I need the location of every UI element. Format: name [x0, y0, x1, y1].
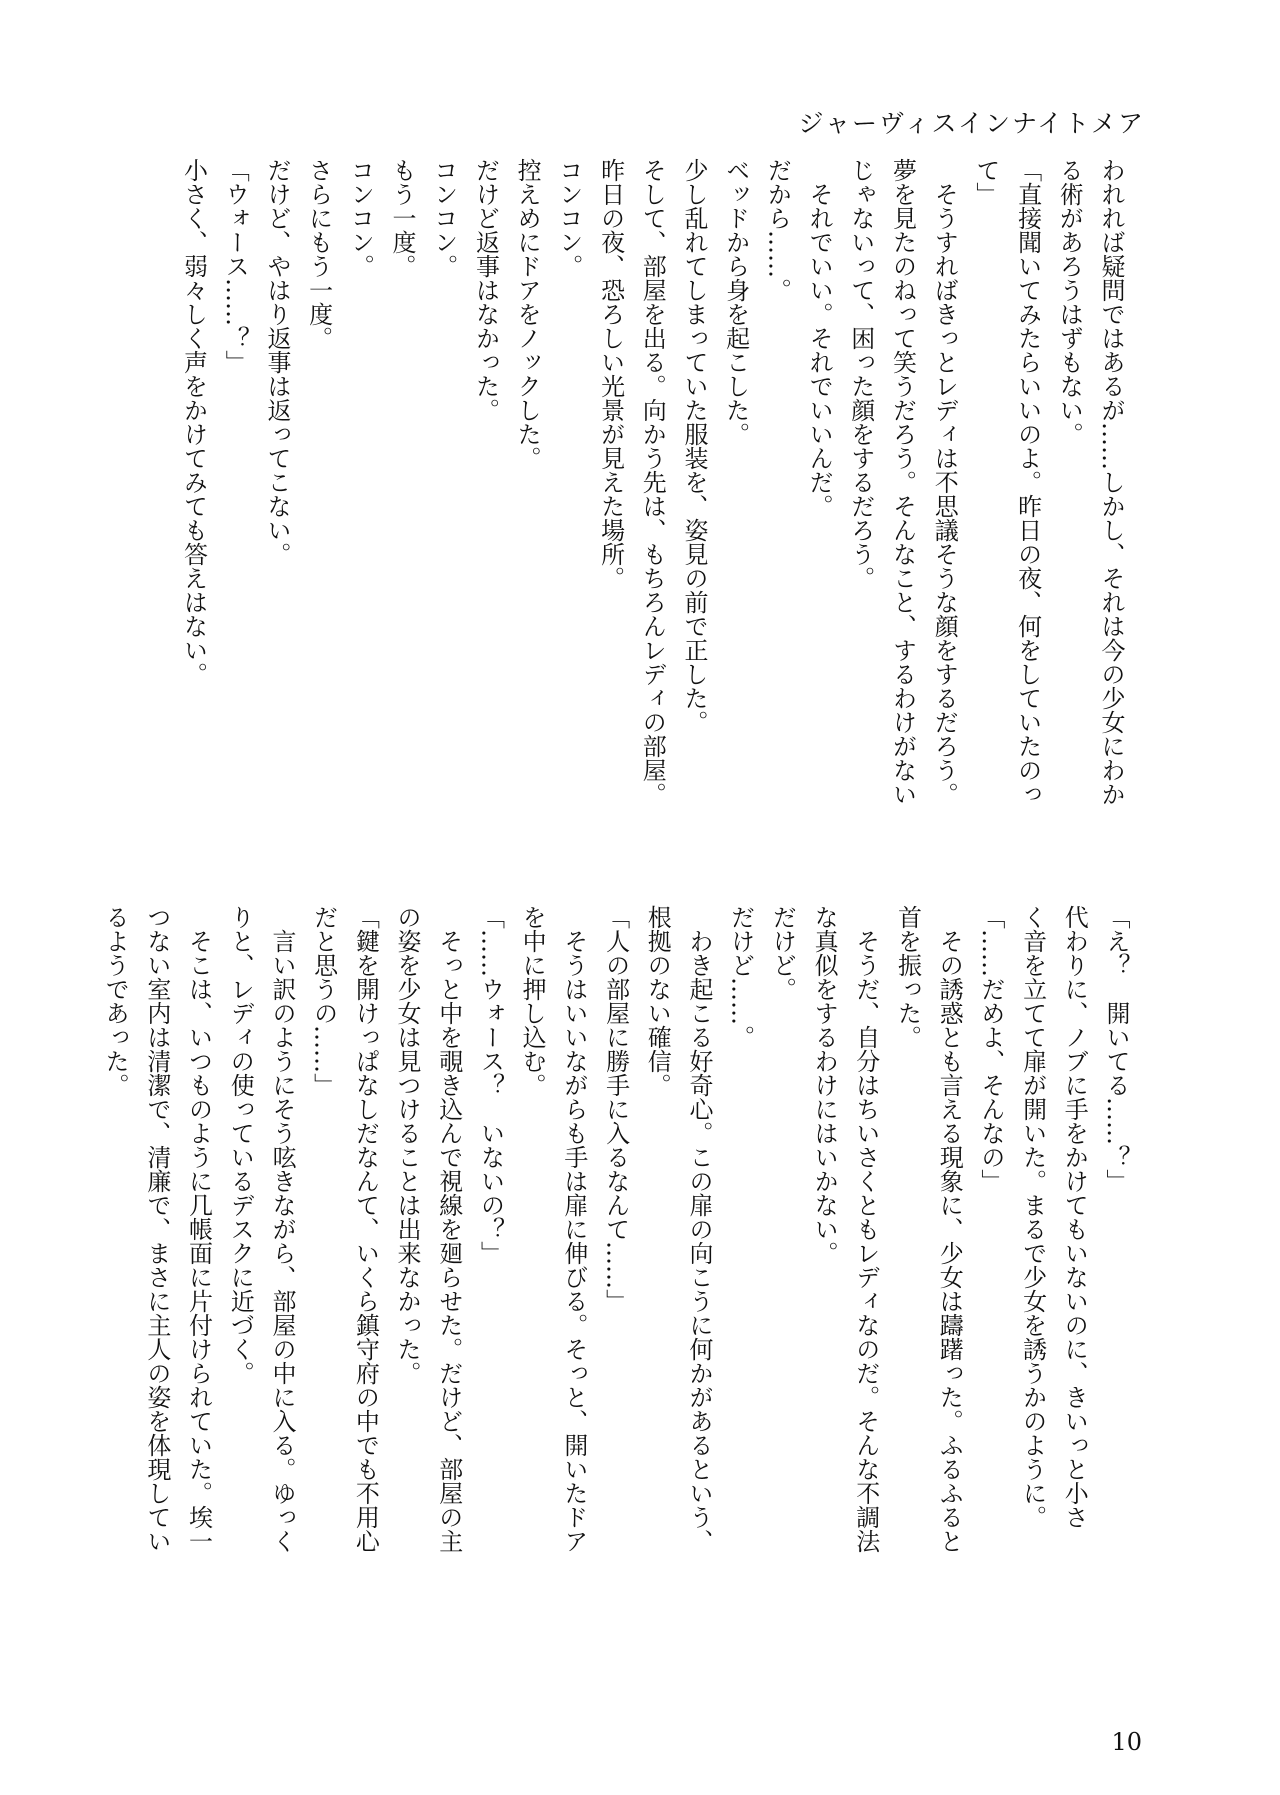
text-line: ベッドから身を起こした。 — [721, 158, 750, 446]
text-line: を中に押し込む。 — [518, 905, 547, 1097]
text-line: 昨日の夜、恐ろしい光景が見えた場所。 — [596, 158, 625, 590]
text-line: な真似をするわけにはいかない。 — [810, 905, 839, 1265]
text-line: コンコン。 — [554, 158, 583, 278]
text-line: コンコン。 — [429, 158, 458, 278]
text-line: 「鍵を開けっぱなしだなんて、いくら鎮守府の中でも不用心 — [351, 905, 380, 1553]
text-line: そうはいいながらも手は扉に伸びる。そっと、開いたドア — [559, 929, 588, 1553]
text-line: 「ウォース……？」 — [221, 158, 250, 374]
text-line: そうだ、自分はちいさくともレディなのだ。そんな不調法 — [851, 929, 880, 1553]
text-line: 代わりに、ノブに手をかけてもいないのに、きいっと小さ — [1060, 905, 1089, 1529]
text-line: 首を振った。 — [893, 905, 922, 1049]
text-line: 「え？ 開いてる……？」 — [1102, 905, 1130, 1193]
text-line: く音を立てて扉が開いた。まるで少女を誘うかのように。 — [1018, 905, 1047, 1529]
text-line: だけど返事はなかった。 — [471, 158, 500, 422]
text-line: 小さく、弱々しく声をかけてみても答えはない。 — [179, 158, 208, 686]
text-line: じゃないって、困った顔をするだろう。 — [846, 158, 875, 590]
text-line: だけど、やはり返事は返ってこない。 — [262, 158, 291, 566]
text-line: わき起こる好奇心。この扉の向こうに何かがあるという、 — [684, 929, 713, 1553]
text-line: 少し乱れてしまっていた服装を、姿見の前で正した。 — [679, 158, 708, 734]
text-line: 「……ウォース？ いないの？」 — [476, 905, 505, 1265]
text-line: そうすればきっとレディは不思議そうな顔をするだろう。 — [930, 182, 959, 806]
text-line: だけど。 — [768, 905, 797, 1001]
text-line: だから……。 — [763, 158, 792, 302]
text-line: さらにもう一度。 — [304, 158, 333, 350]
page-number: 10 — [1111, 1728, 1142, 1756]
text-line: その誘惑とも言える現象に、少女は躊躇った。ふるふると — [935, 929, 964, 1553]
text-line: の姿を少女は見つけることは出来なかった。 — [393, 905, 422, 1385]
text-line: 夢を見たのねって笑うだろう。そんなこと、するわけがない — [888, 158, 917, 806]
text-line: 根拠のない確信。 — [643, 905, 672, 1097]
text-line: 「直接聞いてみたらいいのよ。昨日の夜、何をしていたのっ — [1013, 158, 1042, 806]
text-line: 「……だめよ、そんなの」 — [976, 905, 1005, 1193]
text-line: われれば疑問ではあるが……しかし、それは今の少女にわか — [1097, 158, 1125, 806]
running-header: ジャーヴィスインナイトメア — [798, 109, 1145, 138]
text-line: もう一度。 — [388, 158, 417, 278]
text-line: て」 — [971, 158, 1000, 206]
text-line: るようであった。 — [101, 905, 130, 1097]
text-line: それでいい。それでいいんだ。 — [805, 182, 834, 518]
text-line: 「人の部屋に勝手に入るなんて……」 — [601, 905, 630, 1313]
text-line: そして、部屋を出る。向かう先は、もちろんレディの部屋。 — [638, 158, 667, 806]
text-line: りと、レディの使っているデスクに近づく。 — [226, 905, 255, 1385]
text-line: だと思うの……」 — [309, 905, 338, 1097]
text-line: そこは、いつものように几帳面に片付けられていた。埃一 — [184, 929, 213, 1553]
text-line: だけど……。 — [726, 905, 755, 1049]
text-line: る術があろうはずもない。 — [1055, 158, 1084, 446]
text-line: 言い訳のようにそう呟きながら、部屋の中に入る。ゆっく — [267, 929, 296, 1553]
text-line: 控えめにドアをノックした。 — [513, 158, 542, 470]
text-block-top — [172, 158, 1131, 882]
text-block-bottom — [93, 905, 1136, 1629]
text-line: コンコン。 — [346, 158, 375, 278]
text-line: つない室内は清潔で、清廉で、まさに主人の姿を体現してい — [142, 905, 171, 1553]
text-line: そっと中を覗き込んで視線を廻らせた。だけど、部屋の主 — [434, 929, 463, 1553]
